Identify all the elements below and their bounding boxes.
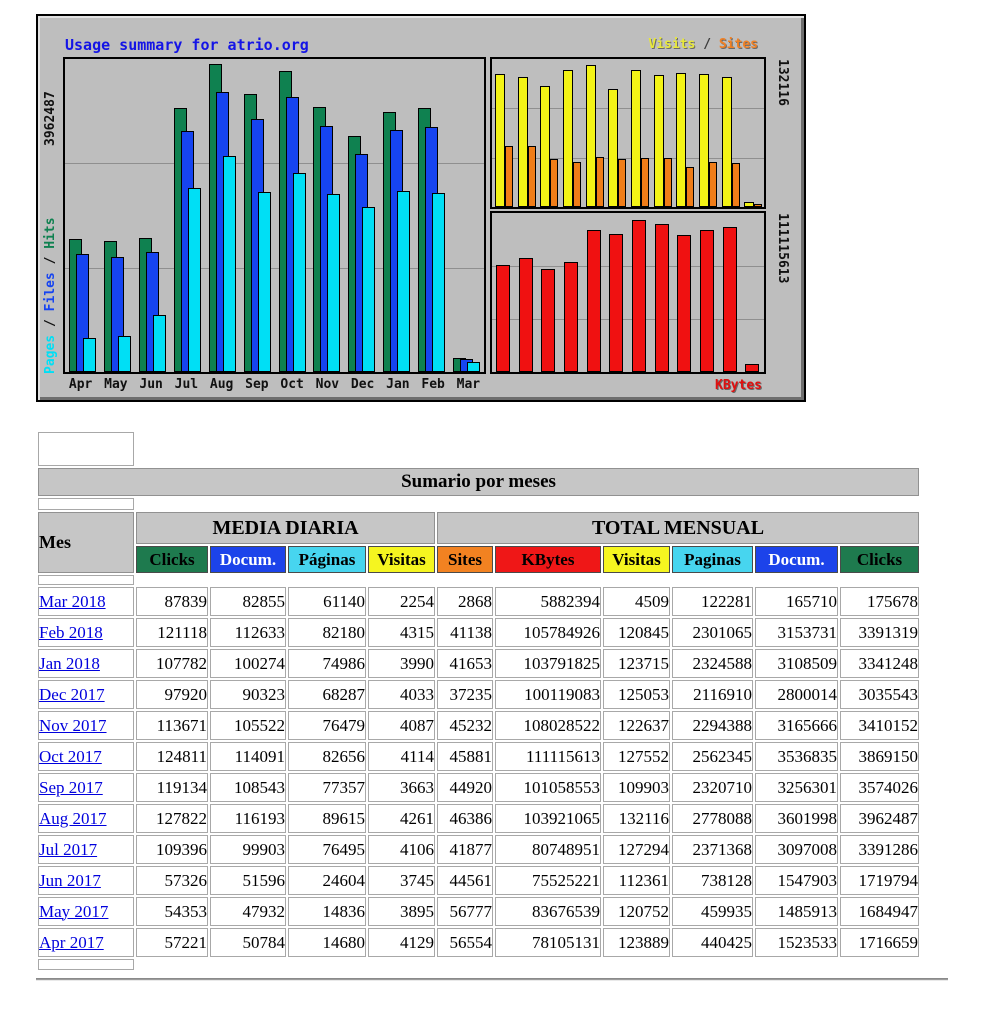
kbytes-bar-may: [519, 258, 533, 372]
value-cell: 82180: [288, 618, 366, 647]
pages-bar-dec: [362, 207, 375, 372]
value-cell: 54353: [136, 897, 208, 926]
value-cell: 101058553: [495, 773, 601, 802]
value-cell: 76479: [288, 711, 366, 740]
value-cell: 3165666: [755, 711, 838, 740]
value-cell: 4114: [368, 742, 435, 771]
value-cell: 4106: [368, 835, 435, 864]
month-link-apr-2017[interactable]: Apr 2017: [39, 932, 104, 952]
sites-bar-sep: [618, 159, 626, 207]
value-cell: 82855: [210, 587, 286, 616]
value-cell: 76495: [288, 835, 366, 864]
value-cell: 45881: [437, 742, 493, 771]
value-cell: 3153731: [755, 618, 838, 647]
kbytes-bar-jun: [541, 269, 555, 372]
value-cell: 3990: [368, 649, 435, 678]
value-cell: 57221: [136, 928, 208, 957]
spacer-row: [38, 959, 919, 970]
value-cell: 3869150: [840, 742, 919, 771]
month-label-dec: Dec: [350, 377, 375, 392]
value-cell: 123889: [603, 928, 670, 957]
column-header-row: [38, 546, 919, 573]
kbytes-bar-aug: [587, 230, 601, 372]
pages-bar-mar: [467, 362, 480, 372]
value-cell: 90323: [210, 680, 286, 709]
usage-summary-graph: [36, 14, 806, 402]
month-label-sep: Sep: [245, 377, 269, 392]
visits-sites-legend: [648, 37, 758, 52]
value-cell: 1684947: [840, 897, 919, 926]
value-cell: 459935: [672, 897, 753, 926]
month-cell: [38, 866, 134, 895]
pages-bar-may: [118, 336, 131, 372]
value-cell: 46386: [437, 804, 493, 833]
value-cell: 56777: [437, 897, 493, 926]
month-link-aug-2017[interactable]: Aug 2017: [39, 808, 107, 828]
value-cell: 2800014: [755, 680, 838, 709]
table-row: [38, 866, 919, 895]
value-cell: 125053: [603, 680, 670, 709]
sites-bar-apr: [505, 146, 513, 207]
month-cell: [38, 649, 134, 678]
value-cell: 2868: [437, 587, 493, 616]
table-row: [38, 649, 919, 678]
table-row: [38, 804, 919, 833]
value-cell: 80748951: [495, 835, 601, 864]
month-label-may: May: [104, 377, 128, 392]
visits-bar-nov: [654, 75, 664, 207]
legend-separator: /: [695, 37, 719, 52]
value-cell: 2301065: [672, 618, 753, 647]
value-cell: 1547903: [755, 866, 838, 895]
column-header-visitas-monthly: Visitas: [603, 546, 670, 573]
table-row: [38, 587, 919, 616]
mes-header: Mes: [38, 512, 134, 573]
column-header-paginas-monthly: Paginas: [672, 546, 753, 573]
monthly-summary-table: [36, 430, 921, 972]
month-link-jun-2017[interactable]: Jun 2017: [39, 870, 101, 890]
value-cell: 105784926: [495, 618, 601, 647]
value-cell: 2320710: [672, 773, 753, 802]
pages-bar-jan: [397, 191, 410, 372]
column-header-sites-monthly: Sites: [437, 546, 493, 573]
value-cell: 105522: [210, 711, 286, 740]
pages-bar-aug: [223, 156, 236, 372]
table-row: [38, 742, 919, 771]
pages-bar-sep: [258, 192, 271, 372]
legend-sites: Sites: [718, 37, 758, 52]
group-header-row: [38, 512, 919, 544]
month-cell: [38, 773, 134, 802]
value-cell: 4315: [368, 618, 435, 647]
pages-bar-nov: [327, 194, 340, 372]
table-row: [38, 773, 919, 802]
value-cell: 116193: [210, 804, 286, 833]
column-header-clicks-monthly: Clicks: [840, 546, 919, 573]
spacer-row: [38, 432, 919, 466]
value-cell: 2116910: [672, 680, 753, 709]
value-cell: 4033: [368, 680, 435, 709]
pages-bar-feb: [432, 193, 445, 372]
kbytes-panel: [490, 211, 766, 374]
value-cell: 57326: [136, 866, 208, 895]
value-cell: 112633: [210, 618, 286, 647]
value-cell: 123715: [603, 649, 670, 678]
value-cell: 3391286: [840, 835, 919, 864]
value-cell: 3745: [368, 866, 435, 895]
value-cell: 103921065: [495, 804, 601, 833]
value-cell: 120752: [603, 897, 670, 926]
kbytes-bar-nov: [655, 224, 669, 372]
table-row: [38, 928, 919, 957]
sites-bar-jun: [550, 159, 558, 207]
value-cell: 114091: [210, 742, 286, 771]
value-cell: 109396: [136, 835, 208, 864]
value-cell: 113671: [136, 711, 208, 740]
value-cell: 122281: [672, 587, 753, 616]
column-header-kbytes-monthly: KBytes: [495, 546, 601, 573]
pages-bar-oct: [293, 173, 306, 372]
empty-box: [38, 575, 134, 585]
value-cell: 14680: [288, 928, 366, 957]
left-axis-max-label: 3962487: [43, 91, 58, 146]
month-label-jun: Jun: [139, 377, 163, 392]
sites-bar-jul: [573, 162, 581, 207]
value-cell: 3341248: [840, 649, 919, 678]
value-cell: 127822: [136, 804, 208, 833]
value-cell: 108028522: [495, 711, 601, 740]
value-cell: 3601998: [755, 804, 838, 833]
value-cell: 165710: [755, 587, 838, 616]
value-cell: 4261: [368, 804, 435, 833]
value-cell: 2254: [368, 587, 435, 616]
value-cell: 87839: [136, 587, 208, 616]
month-label-nov: Nov: [315, 377, 340, 392]
table-title: Sumario por meses: [38, 468, 919, 496]
table-row: [38, 835, 919, 864]
kbytes-bar-mar: [745, 364, 759, 372]
month-label-aug: Aug: [209, 377, 234, 392]
value-cell: 122637: [603, 711, 670, 740]
value-cell: 74986: [288, 649, 366, 678]
table-row: [38, 897, 919, 926]
value-cell: 1485913: [755, 897, 838, 926]
visits-bar-dec: [676, 73, 686, 207]
visits-bar-aug: [586, 65, 596, 207]
kbytes-bar-apr: [496, 265, 510, 372]
month-cell: [38, 711, 134, 740]
value-cell: 45232: [437, 711, 493, 740]
value-cell: 738128: [672, 866, 753, 895]
empty-box: [38, 959, 134, 970]
sites-bar-oct: [641, 158, 649, 207]
value-cell: 120845: [603, 618, 670, 647]
value-cell: 5882394: [495, 587, 601, 616]
month-cell: [38, 897, 134, 926]
month-link-oct-2017[interactable]: Oct 2017: [39, 746, 102, 766]
value-cell: 41138: [437, 618, 493, 647]
value-cell: 56554: [437, 928, 493, 957]
value-cell: 2324588: [672, 649, 753, 678]
legend-visits: Visits: [648, 37, 696, 52]
table-row: [38, 680, 919, 709]
empty-box: [38, 498, 134, 510]
value-cell: 3256301: [755, 773, 838, 802]
value-cell: 2371368: [672, 835, 753, 864]
visits-bar-mar: [744, 202, 754, 207]
value-cell: 41877: [437, 835, 493, 864]
spacer-row: [38, 498, 919, 510]
month-link-feb-2018[interactable]: Feb 2018: [39, 622, 103, 642]
value-cell: 175678: [840, 587, 919, 616]
media-diaria-header: MEDIA DIARIA: [136, 512, 435, 544]
horizontal-rule: [36, 978, 948, 981]
axis-slash: /: [43, 248, 58, 273]
left-axis-series-label: [43, 214, 58, 374]
value-cell: 2294388: [672, 711, 753, 740]
month-label-oct: Oct: [280, 377, 304, 392]
value-cell: 100274: [210, 649, 286, 678]
value-cell: 75525221: [495, 866, 601, 895]
kbytes-bar-jan: [700, 230, 714, 372]
value-cell: 83676539: [495, 897, 601, 926]
value-cell: 3097008: [755, 835, 838, 864]
value-cell: 3663: [368, 773, 435, 802]
pages-axis-label: Pages: [43, 334, 58, 374]
value-cell: 41653: [437, 649, 493, 678]
value-cell: 97920: [136, 680, 208, 709]
value-cell: 2562345: [672, 742, 753, 771]
spacer-row: [38, 575, 919, 585]
month-cell: [38, 618, 134, 647]
value-cell: 3574026: [840, 773, 919, 802]
value-cell: 44920: [437, 773, 493, 802]
value-cell: 51596: [210, 866, 286, 895]
month-cell: [38, 680, 134, 709]
month-label-apr: Apr: [68, 377, 93, 392]
value-cell: 121118: [136, 618, 208, 647]
kbytes-bar-jul: [564, 262, 578, 372]
sites-bar-dec: [686, 167, 694, 207]
sites-bar-feb: [732, 163, 740, 207]
month-link-nov-2017[interactable]: Nov 2017: [39, 715, 107, 735]
value-cell: 78105131: [495, 928, 601, 957]
visits-bar-jul: [563, 70, 573, 207]
month-cell: [38, 804, 134, 833]
visits-bar-sep: [608, 89, 618, 207]
sites-bar-may: [528, 146, 536, 207]
visits-bar-oct: [631, 70, 641, 207]
value-cell: 99903: [210, 835, 286, 864]
month-link-sep-2017[interactable]: Sep 2017: [39, 777, 103, 797]
month-label-mar: Mar: [456, 377, 481, 392]
hits-axis-label: Hits: [43, 217, 58, 249]
value-cell: 4509: [603, 587, 670, 616]
value-cell: 3962487: [840, 804, 919, 833]
column-header-visitas-daily: Visitas: [368, 546, 435, 573]
value-cell: 100119083: [495, 680, 601, 709]
visits-bar-feb: [722, 77, 732, 207]
month-link-may-2017[interactable]: May 2017: [39, 901, 109, 921]
graph-title: Usage summary for atrio.org: [65, 36, 309, 54]
month-cell: [38, 835, 134, 864]
value-cell: 3536835: [755, 742, 838, 771]
value-cell: 127294: [603, 835, 670, 864]
value-cell: 1523533: [755, 928, 838, 957]
kbytes-bar-oct: [632, 220, 646, 372]
column-header-docum-monthly: Docum.: [755, 546, 838, 573]
value-cell: 103791825: [495, 649, 601, 678]
value-cell: 2778088: [672, 804, 753, 833]
empty-box: [38, 432, 134, 466]
value-cell: 77357: [288, 773, 366, 802]
month-link-dec-2017[interactable]: Dec 2017: [39, 684, 105, 704]
visits-bar-jun: [540, 86, 550, 207]
files-axis-label: Files: [43, 272, 58, 312]
value-cell: 61140: [288, 587, 366, 616]
month-cell: [38, 928, 134, 957]
kbytes-bar-dec: [677, 235, 691, 372]
table-row: [38, 618, 919, 647]
month-label-jan: Jan: [386, 377, 410, 392]
month-label-jul: Jul: [174, 377, 199, 392]
axis-slash: /: [43, 311, 58, 335]
value-cell: 89615: [288, 804, 366, 833]
value-cell: 82656: [288, 742, 366, 771]
value-cell: 124811: [136, 742, 208, 771]
visits-bar-jan: [699, 74, 709, 207]
value-cell: 68287: [288, 680, 366, 709]
value-cell: 4087: [368, 711, 435, 740]
value-cell: 1716659: [840, 928, 919, 957]
value-cell: 119134: [136, 773, 208, 802]
value-cell: 127552: [603, 742, 670, 771]
value-cell: 3410152: [840, 711, 919, 740]
value-cell: 109903: [603, 773, 670, 802]
kbytes-axis-max-label: 111115613: [775, 213, 790, 284]
value-cell: 108543: [210, 773, 286, 802]
month-link-jul-2017[interactable]: Jul 2017: [39, 839, 98, 859]
value-cell: 37235: [437, 680, 493, 709]
sites-bar-nov: [664, 158, 672, 207]
value-cell: 3108509: [755, 649, 838, 678]
value-cell: 3391319: [840, 618, 919, 647]
kbytes-bar-feb: [723, 227, 737, 372]
month-link-jan-2018[interactable]: Jan 2018: [39, 653, 100, 673]
visits-sites-panel: [490, 57, 766, 209]
value-cell: 24604: [288, 866, 366, 895]
kbytes-bar-sep: [609, 234, 623, 372]
value-cell: 112361: [603, 866, 670, 895]
value-cell: 4129: [368, 928, 435, 957]
title-row: [38, 468, 919, 496]
value-cell: 1719794: [840, 866, 919, 895]
month-cell: [38, 742, 134, 771]
value-cell: 3895: [368, 897, 435, 926]
value-cell: 14836: [288, 897, 366, 926]
pages-bar-jul: [188, 188, 201, 372]
value-cell: 440425: [672, 928, 753, 957]
value-cell: 3035543: [840, 680, 919, 709]
pages-bar-apr: [83, 338, 96, 372]
column-header-pginas-daily: Páginas: [288, 546, 366, 573]
month-label-feb: Feb: [421, 377, 445, 392]
column-header-clicks-daily: Clicks: [136, 546, 208, 573]
value-cell: 50784: [210, 928, 286, 957]
hits-files-pages-panel: [63, 57, 486, 374]
value-cell: 111115613: [495, 742, 601, 771]
visits-bar-apr: [495, 74, 505, 207]
total-mensual-header: TOTAL MENSUAL: [437, 512, 919, 544]
table-row: [38, 711, 919, 740]
visits-bar-may: [518, 77, 528, 207]
kbytes-legend: KBytes: [715, 378, 762, 393]
sites-bar-mar: [754, 204, 762, 207]
column-header-docum-daily: Docum.: [210, 546, 286, 573]
month-cell: [38, 587, 134, 616]
value-cell: 132116: [603, 804, 670, 833]
value-cell: 107782: [136, 649, 208, 678]
month-axis-labels: [63, 377, 486, 393]
pages-bar-jun: [153, 315, 166, 372]
sites-bar-aug: [596, 157, 604, 207]
value-cell: 47932: [210, 897, 286, 926]
sites-bar-jan: [709, 162, 717, 207]
month-link-mar-2018[interactable]: Mar 2018: [39, 591, 106, 611]
visits-axis-max-label: 132116: [775, 59, 790, 106]
value-cell: 44561: [437, 866, 493, 895]
